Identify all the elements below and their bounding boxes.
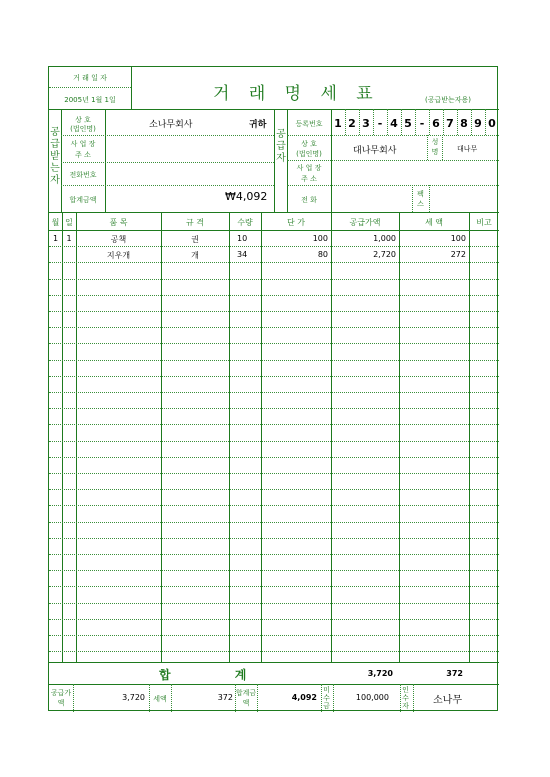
- sum-supply-value: 3,720: [367, 669, 393, 678]
- footer-receiver-value: 소나무: [433, 695, 462, 706]
- table-row-line: [49, 570, 499, 571]
- date-value: 2005년 1월 1일: [64, 96, 116, 104]
- table-row-line: [49, 262, 499, 263]
- party-bottom-line: [49, 212, 499, 213]
- supplier-reg-label: 등록번호: [295, 120, 323, 128]
- supplier-row-line-1: [287, 135, 499, 136]
- footer-col-line: [257, 684, 258, 712]
- table-cell-month: 1: [52, 234, 59, 243]
- table-cell-price: 80: [317, 250, 328, 260]
- supplier-reg-digit: 6: [432, 117, 440, 130]
- table-cell-item: 지우개: [106, 251, 131, 261]
- table-cell-supply: 1,000: [373, 234, 396, 243]
- table-header-supply: 공급가액: [349, 218, 381, 227]
- supplier-row-line-2: [287, 160, 499, 161]
- supplier-rep-value: 대나무: [457, 145, 478, 153]
- date-label: 거 래 일 자: [73, 74, 107, 82]
- supplier-rep-line-b: [442, 135, 443, 160]
- buyer-address-label2: 주 소: [75, 151, 91, 159]
- sum-label: 합 계: [159, 668, 277, 682]
- table-header-qty: 수량: [237, 218, 253, 227]
- table-row-line: [49, 343, 499, 344]
- table-row-line: [49, 246, 499, 247]
- footer-tax-value: 372: [217, 693, 233, 702]
- footer-unpaid-value: 100,000: [355, 693, 389, 702]
- buyer-address-label: 사 업 장: [70, 140, 96, 148]
- date-divider: [49, 87, 131, 88]
- supplier-reg-digit: 3: [362, 117, 370, 130]
- supplier-reg-digit: 4: [390, 117, 398, 130]
- table-row-line: [49, 651, 499, 652]
- table-header-tax: 세 액: [425, 218, 443, 227]
- table-row-line: [49, 522, 499, 523]
- table-row-line: [49, 295, 499, 296]
- table-row-line: [49, 360, 499, 361]
- table-header-note: 비고: [476, 218, 492, 227]
- table-row-line: [49, 619, 499, 620]
- footer-col-line: [333, 684, 334, 712]
- table-row-line: [49, 554, 499, 555]
- buyer-side-label: 공급받는자: [50, 127, 60, 186]
- supplier-reg-digit: 9: [474, 117, 482, 130]
- footer-supply-label: 공급가액: [50, 689, 72, 707]
- table-row-line: [49, 376, 499, 377]
- footer-supply-value: 3,720: [122, 693, 145, 702]
- supplier-rep-label: 성명: [431, 138, 439, 156]
- buyer-label-line: [105, 109, 106, 212]
- table-cell-qty: 34: [237, 250, 248, 260]
- table-row-line: [49, 473, 499, 474]
- table-header-month: 월: [51, 218, 60, 227]
- footer-unpaid-label: 미수금: [323, 686, 330, 710]
- buyer-row-line-3: [61, 185, 274, 186]
- table-cell-spec: 개: [191, 251, 199, 261]
- supplier-reg-digit: 0: [488, 117, 496, 130]
- table-row-line: [49, 424, 499, 425]
- buyer-name-value: 소나무회사: [149, 120, 193, 130]
- table-row-line: [49, 279, 499, 280]
- table-row-line: [49, 505, 499, 506]
- supplier-fax-line-a: [412, 185, 413, 212]
- page-title: 거 래 명 세 표: [213, 84, 380, 104]
- table-cell-qty: 10: [237, 234, 248, 243]
- table-row-line: [49, 457, 499, 458]
- supplier-phone-label: 전 화: [301, 196, 317, 204]
- supplier-fax-label: 팩스: [417, 190, 424, 208]
- buyer-phone-label: 전화번호: [69, 171, 97, 179]
- supplier-reg-digit: 7: [446, 117, 454, 130]
- sum-tax-value: 372: [446, 669, 463, 678]
- table-cell-supply: 2,720: [373, 250, 396, 260]
- supplier-reg-digit: 1: [334, 117, 342, 130]
- footer-total-label: 합계금액: [235, 689, 257, 707]
- table-row-line: [49, 538, 499, 539]
- supplier-name-value: 대나무회사: [353, 146, 397, 156]
- table-cell-tax: 272: [450, 250, 466, 260]
- table-row-line: [49, 489, 499, 490]
- supplier-reg-digit: -: [419, 117, 425, 130]
- table-row-line: [49, 635, 499, 636]
- sum-row-bottom: [49, 684, 499, 685]
- header-divider-v: [131, 67, 132, 109]
- table-cell-item: 공책: [110, 235, 127, 244]
- supplier-address-label: 사 업 장: [296, 164, 322, 172]
- buyer-row-line-1: [61, 135, 274, 136]
- header-row-bottom: [49, 230, 499, 231]
- supplier-address-label2: 주 소: [301, 175, 317, 183]
- supplier-fax-line-b: [429, 185, 430, 212]
- footer-col-line: [413, 684, 414, 712]
- supplier-reg-digit: 2: [348, 117, 356, 130]
- table-row-line: [49, 441, 499, 442]
- table-cell-day: 1: [66, 234, 72, 243]
- supplier-row-line-3: [287, 185, 499, 186]
- table-row-line: [49, 408, 499, 409]
- table-row-line: [49, 586, 499, 587]
- transaction-statement-form: [48, 66, 498, 711]
- buyer-name-label: 상 호: [75, 116, 91, 124]
- footer-total-value: 4,092: [291, 693, 317, 702]
- footer-tax-label: 세액: [153, 695, 167, 703]
- supplier-name-label: 상 호: [301, 140, 317, 148]
- table-header-item: 품 목: [109, 218, 128, 227]
- table-cell-spec: 권: [191, 235, 199, 244]
- footer-receiver-label: 인수자: [402, 686, 409, 710]
- table-cell-tax: 100: [450, 234, 466, 243]
- buyer-row-line-2: [61, 162, 274, 163]
- table-row-line: [49, 603, 499, 604]
- table-cell-price: 100: [312, 234, 328, 243]
- supplier-rep-line-a: [427, 135, 428, 160]
- supplier-reg-digit: 8: [460, 117, 468, 130]
- table-row-line: [49, 392, 499, 393]
- buyer-total-label: 합계금액: [69, 196, 97, 204]
- table-row-line: [49, 327, 499, 328]
- page-subtitle: (공급받는자용): [425, 96, 472, 104]
- supplier-side-label: 공급자: [276, 129, 286, 164]
- buyer-name-sub: (법인명): [70, 125, 96, 133]
- sum-row-top: [49, 662, 499, 663]
- table-row-line: [49, 311, 499, 312]
- table-header-spec: 규 격: [186, 218, 204, 227]
- supplier-reg-digit: -: [377, 117, 383, 130]
- table-header-day: 일: [65, 218, 73, 227]
- supplier-reg-digit: 5: [404, 117, 412, 130]
- buyer-honorific: 귀하: [249, 120, 267, 130]
- table-header-price: 단 가: [287, 218, 305, 227]
- supplier-name-sub: (법인명): [296, 150, 322, 158]
- buyer-total-value: ₩4,092: [225, 190, 268, 203]
